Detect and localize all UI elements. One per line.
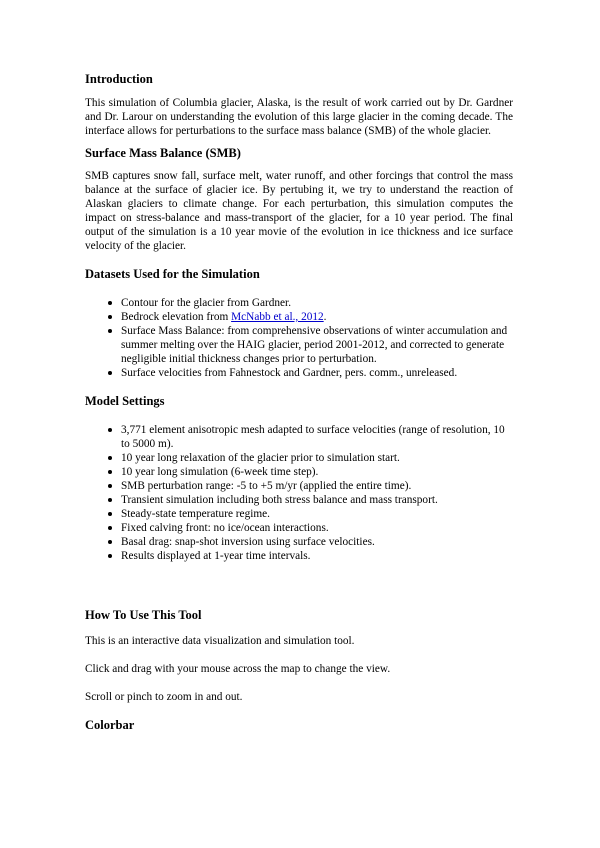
list-item: Steady-state temperature regime. [121, 507, 513, 521]
list-item: Transient simulation including both stress balance and mass transport. [121, 493, 513, 507]
howto-line-3: Scroll or pinch to zoom in and out. [85, 691, 243, 703]
howto-line-1: This is an interactive data visualization and simulation tool. [85, 635, 355, 647]
how-to-use-heading: How To Use This Tool [85, 608, 202, 622]
list-item: Surface velocities from Fahnestock and Gardner, pers. comm., unreleased. [121, 366, 513, 380]
model-settings-heading: Model Settings [85, 394, 165, 408]
smb-heading: Surface Mass Balance (SMB) [85, 146, 241, 160]
list-item-text: . [323, 311, 327, 323]
list-item: 3,771 element anisotropic mesh adapted to surface velocities (range of resolution, 10 to 5000 m). [121, 423, 513, 451]
list-item: Results displayed at 1-year time intervals. [121, 549, 513, 563]
smb-paragraph: SMB captures snow fall, surface melt, water runoff, and other forcings that control the mass balance at the surface of glacier ice. By pertubing it, we try to understand the reaction of Alaskan glaciers to climate change. For each perturbation, this simulation computes the impact on stress-balance and mass-transport of the glacier, for a 10 year period. The final output of the simulation is a 10 year movie of the evolution in ice thickness and ice surface velocity of the glacier. [85, 170, 513, 252]
datasets-list [85, 296, 513, 380]
document-content [85, 72, 513, 733]
list-item: 10 year long relaxation of the glacier prior to simulation start. [121, 451, 513, 465]
list-item: Basal drag: snap-shot inversion using surface velocities. [121, 535, 513, 549]
list-item-text: Bedrock elevation from [121, 311, 232, 323]
model-settings-list [85, 423, 513, 563]
introduction-paragraph: This simulation of Columbia glacier, Alaska, is the result of work carried out by Dr. Gardner and Dr. Larour on understanding the evolution of this large glacier in the coming decade. The interface allows for perturbations to the surface mass balance (SMB) of the whole glacier. [85, 97, 513, 137]
list-item: 10 year long simulation (6-week time step). [121, 465, 513, 479]
list-item: Fixed calving front: no ice/ocean interactions. [121, 521, 513, 535]
list-item: SMB perturbation range: -5 to +5 m/yr (applied the entire time). [121, 479, 513, 493]
colorbar-heading: Colorbar [85, 718, 135, 732]
list-item: Contour for the glacier from Gardner. [121, 296, 513, 310]
list-item [121, 310, 513, 324]
list-item: Surface Mass Balance: from comprehensive observations of winter accumulation and summer melting over the HAIG glacier, period 2001-2012, and corrected to generate negligible initial thickness changes prior to perturbation. [121, 324, 513, 366]
mcnabb-link[interactable]: McNabb et al., 2012 [231, 311, 324, 323]
datasets-heading: Datasets Used for the Simulation [85, 267, 260, 281]
howto-line-2: Click and drag with your mouse across the map to change the view. [85, 663, 391, 675]
introduction-heading: Introduction [85, 72, 153, 86]
